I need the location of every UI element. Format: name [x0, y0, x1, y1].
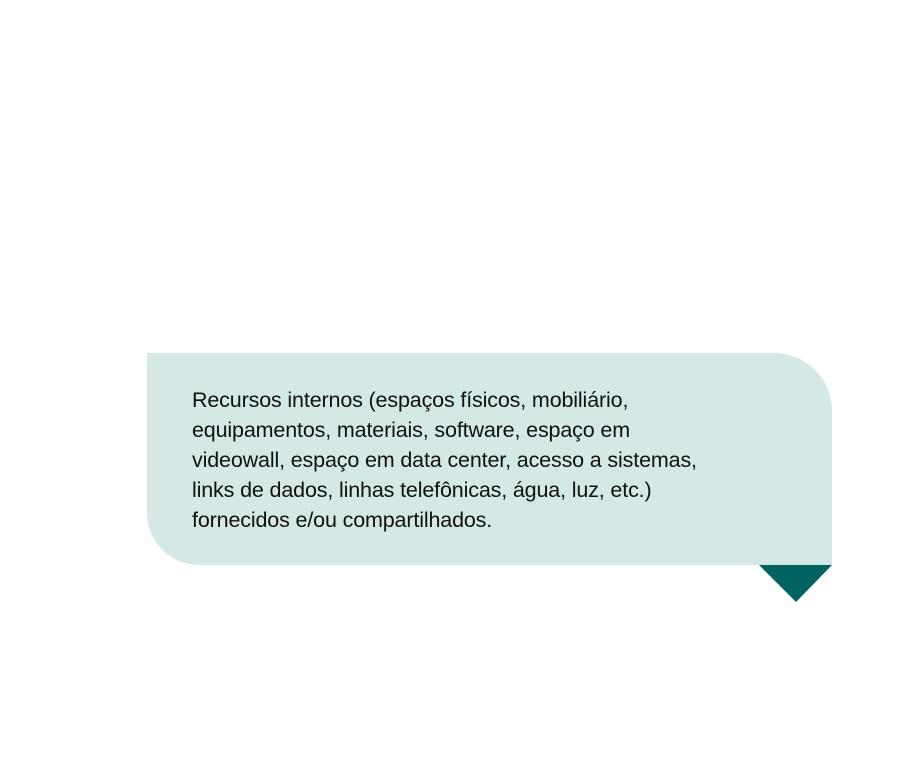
callout-line-5: fornecidos e/ou compartilhados. [192, 508, 493, 532]
callout-line-4: links de dados, linhas telefônicas, água, luz, etc.) [192, 478, 652, 502]
callout-box [147, 353, 832, 565]
callout-pointer-triangle [759, 565, 832, 602]
callout-line-3: videowall, espaço em data center, acesso a sistemas, [192, 448, 697, 472]
callout-pointer-icon [759, 565, 832, 602]
callout-line-2: equipamentos, materiais, software, espaço em [192, 418, 630, 442]
callout-line-1: Recursos internos (espaços físicos, mobiliário, [192, 388, 629, 412]
callout-text [192, 385, 792, 535]
